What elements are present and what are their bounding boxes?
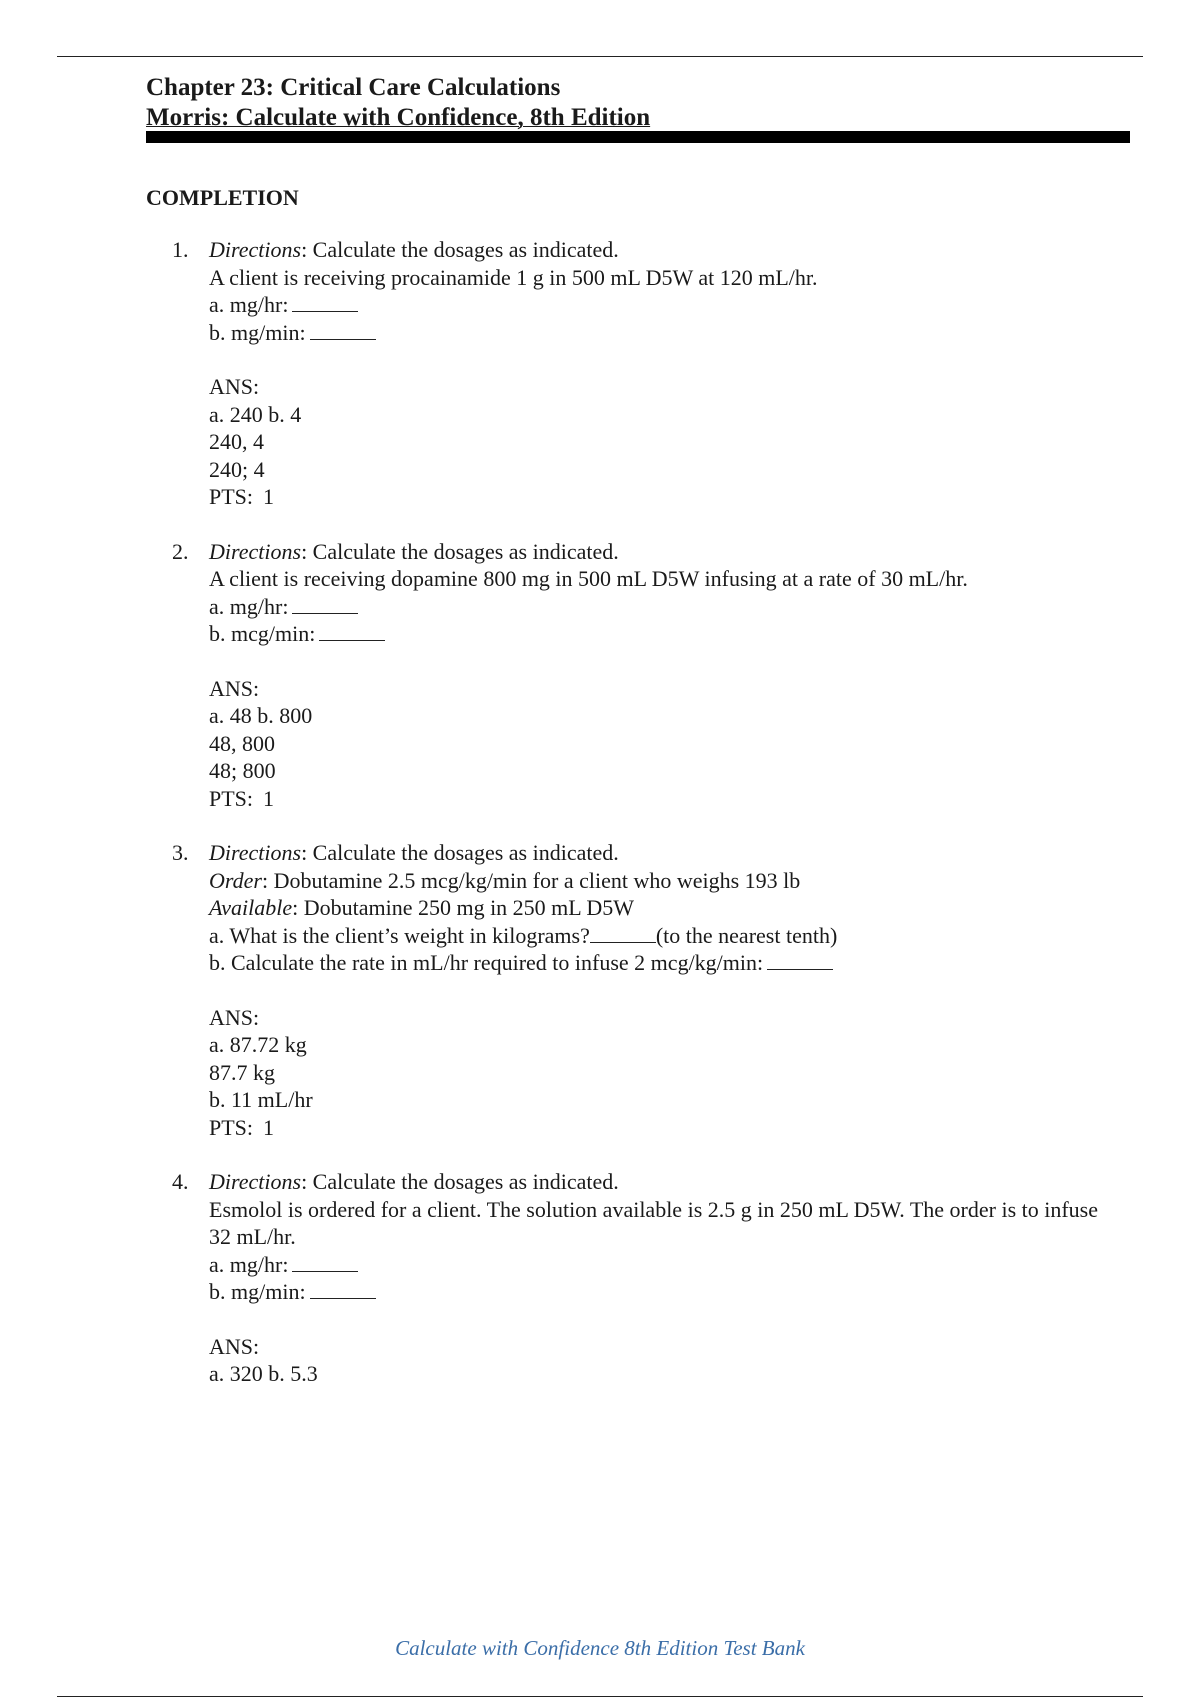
part-a [209,1251,1109,1279]
pts-label: PTS: [209,1114,254,1140]
answer-line: b. 11 mL/hr [209,1087,313,1112]
pts-value: 1 [263,1114,275,1140]
answer-line: a. 48 b. 800 [209,703,313,728]
answer-blank[interactable] [310,321,376,340]
part-a-label: a. mg/hr: [209,1251,289,1277]
answer-blank[interactable] [319,622,385,641]
section-title: COMPLETION [146,185,299,210]
answer-blank[interactable] [292,293,358,312]
question-3 [0,839,1200,1141]
part-b [209,1278,1109,1306]
part-a [209,593,1109,621]
question-number: 2. [172,538,189,564]
answer-block [209,1333,1109,1388]
directions-label: Directions [209,840,302,865]
order-line [209,867,1109,895]
ans-label: ANS: [209,1004,260,1030]
available-label: Available [209,895,293,920]
pts-label: PTS: [209,785,254,811]
directions-label: Directions [209,538,302,564]
answer-line: 48, 800 [209,730,275,756]
order-text: : Dobutamine 2.5 mcg/kg/min for a client who weighs 193 lb [261,867,801,893]
answer-line: a. 240 b. 4 [209,401,302,427]
ans-label: ANS: [209,1333,260,1359]
directions-text: : Calculate the dosages as indicated. [301,237,619,262]
directions [209,1168,1109,1196]
answer-line: a. 87.72 kg [209,1032,307,1057]
directions [209,236,1109,264]
document-header [146,73,1130,133]
part-a [209,291,1109,319]
part-b-label: b. Calculate the rate in mL/hr required to infuse 2 mcg/kg/min: [209,950,764,975]
question-list [0,236,1200,1388]
directions-text: : Calculate the dosages as indicated. [301,840,619,865]
answer-line: 48; 800 [209,758,276,783]
question-number: 4. [172,1169,189,1194]
directions-text: : Calculate the dosages as indicated. [301,538,619,564]
question-1 [0,236,1200,511]
answer-line: 87.7 kg [209,1059,275,1085]
pts-label: PTS: [209,484,254,509]
bottom-rule [57,1696,1143,1697]
available-line [209,894,1109,922]
part-a-suffix: (to the nearest tenth) [655,922,838,948]
part-a-label: a. mg/hr: [209,593,289,619]
question-number: 1. [172,237,189,262]
answer-block [209,1004,1109,1114]
answer-line: a. 320 b. 5.3 [209,1361,318,1386]
directions [209,538,1109,566]
order-label: Order [209,867,262,893]
answer-blank[interactable] [590,924,656,943]
answer-line: 240; 4 [209,456,265,482]
part-b-label: b. mcg/min: [209,621,316,646]
points [209,785,1109,813]
part-b [209,319,1109,347]
part-a-label: a. What is the client’s weight in kilograms? [209,922,590,948]
part-a [209,922,1109,950]
question-number: 3. [172,840,189,865]
points [209,1114,1109,1142]
book-subtitle: Morris: Calculate with Confidence, 8th Edition [146,104,651,131]
ans-label: ANS: [209,675,260,701]
answer-blank[interactable] [292,595,358,614]
question-stem: Esmolol is ordered for a client. The solution available is 2.5 g in 250 mL D5W. The order is to infuse 32 mL/hr. [209,1196,1099,1249]
part-b [209,620,1109,648]
points [209,483,1109,511]
answer-block [209,675,1109,785]
answer-block [209,373,1109,483]
answer-line: 240, 4 [209,429,264,454]
answer-blank[interactable] [310,1280,376,1299]
part-a-label: a. mg/hr: [209,292,289,317]
chapter-title: Chapter 23: Critical Care Calculations [146,74,561,101]
part-b [209,949,1109,977]
available-text: : Dobutamine 250 mg in 250 mL D5W [292,895,635,920]
part-b-label: b. mg/min: [209,1279,306,1304]
question-stem: A client is receiving procainamide 1 g in 500 mL D5W at 120 mL/hr. [209,264,818,290]
header-bar [146,131,1130,143]
directions-label: Directions [209,1169,302,1194]
pts-value: 1 [263,484,275,509]
directions-label: Directions [209,237,302,262]
directions [209,839,1109,867]
question-4 [0,1168,1200,1388]
answer-blank[interactable] [292,1253,358,1272]
pts-value: 1 [263,785,275,811]
directions-text: : Calculate the dosages as indicated. [301,1169,619,1194]
part-b-label: b. mg/min: [209,319,306,345]
question-2 [0,538,1200,813]
answer-blank[interactable] [767,951,833,970]
ans-label: ANS: [209,374,260,399]
question-stem: A client is receiving dopamine 800 mg in 500 mL D5W infusing at a rate of 30 mL/hr. [209,566,968,591]
footer-text: Calculate with Confidence 8th Edition Test Bank [395,1636,805,1660]
top-rule [57,56,1143,57]
